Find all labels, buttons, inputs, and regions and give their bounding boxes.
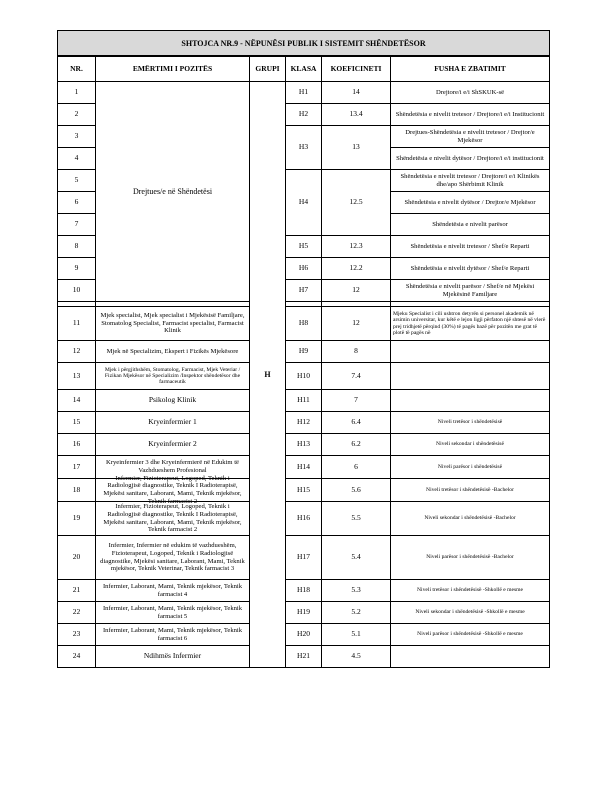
scope-cell: Niveli sekondar i shëndetësisë -Bachelor bbox=[391, 502, 550, 536]
row-nr: 6 bbox=[58, 192, 96, 214]
scope-cell bbox=[391, 646, 550, 668]
class-cell: H19 bbox=[286, 602, 322, 624]
scope-cell: Niveli parësor i shëndetësisë bbox=[391, 456, 550, 479]
row-nr: 5 bbox=[58, 170, 96, 192]
class-cell: H6 bbox=[286, 258, 322, 280]
coefficient-cell: 6 bbox=[322, 456, 391, 479]
row-nr: 17 bbox=[58, 456, 96, 479]
appendix-table-page bbox=[57, 30, 550, 668]
row-nr: 11 bbox=[58, 307, 96, 341]
coefficient-cell: 8 bbox=[322, 341, 391, 363]
class-cell: H16 bbox=[286, 502, 322, 536]
coefficient-cell: 5.1 bbox=[322, 624, 391, 646]
row-nr: 14 bbox=[58, 390, 96, 412]
scope-cell: Shëndetësia e nivelit tretesor / Drejtore/i e/i Klinikës dhe/apo Shërbimit Klinik bbox=[391, 170, 550, 192]
scope-cell: Drejtore/i e/i ShSKUK-së bbox=[391, 82, 550, 104]
position-cell: Infermier, Laborant, Mami, Teknik mjekësor, Teknik farmacist 6 bbox=[96, 624, 250, 646]
class-cell: H9 bbox=[286, 341, 322, 363]
row-nr: 18 bbox=[58, 479, 96, 502]
position-cell: Kryeinfermier 1 bbox=[96, 412, 250, 434]
class-cell: H8 bbox=[286, 307, 322, 341]
class-cell: H3 bbox=[286, 126, 322, 170]
position-cell: Infermier, Fizioterapeut, Logoped, Teknik i Radiologjisë diagnostike, Teknik I Radioterapisë, Mjekësi sanitare, Laborant, Mami, Teknik mjekësor, Teknik farmacist 2 bbox=[96, 502, 250, 536]
scope-cell: Shëndetësia e nivelit parësor bbox=[391, 214, 550, 236]
header-nr: NR. bbox=[58, 57, 96, 82]
row-nr: 13 bbox=[58, 363, 96, 390]
coefficient-cell: 5.5 bbox=[322, 502, 391, 536]
position-cell: Infermier, Fizioterapeut, Logoped, Teknik i Radiologjisë diagnostike, Teknik I Radioterapisë, Mjekësi sanitare, Laborant, Mami, Teknik mjekësor, Teknik farmacist 2 bbox=[96, 479, 250, 502]
scope-cell: Drejtues-Shëndetësia e nivelit tretesor / Drejtor/e Mjekësor bbox=[391, 126, 550, 148]
row-nr: 3 bbox=[58, 126, 96, 148]
scope-cell: Shëndetësia e nivelit dytësor / Shef/e Reparti bbox=[391, 258, 550, 280]
scope-cell: Shëndetësia e nivelit tretesor / Drejtore/i e/i Institucionit bbox=[391, 104, 550, 126]
coefficient-cell: 6.4 bbox=[322, 412, 391, 434]
row-nr: 21 bbox=[58, 580, 96, 602]
scope-cell bbox=[391, 341, 550, 363]
coefficient-cell: 5.3 bbox=[322, 580, 391, 602]
coefficient-cell: 12.5 bbox=[322, 170, 391, 236]
coefficient-cell: 14 bbox=[322, 82, 391, 104]
scope-cell: Niveli sekondar i shëndetësisë bbox=[391, 434, 550, 456]
row-nr: 9 bbox=[58, 258, 96, 280]
position-cell: Ndihmës Infermier bbox=[96, 646, 250, 668]
row-nr: 19 bbox=[58, 502, 96, 536]
class-cell: H10 bbox=[286, 363, 322, 390]
header-coefficient: KOEFICINETI bbox=[322, 57, 391, 82]
position-cell: Infermier, Laborant, Mami, Teknik mjekësor, Teknik farmacist 5 bbox=[96, 602, 250, 624]
row-nr: 20 bbox=[58, 536, 96, 580]
coefficient-cell: 7.4 bbox=[322, 363, 391, 390]
position-cell: Infermier, Infermier në edukim të vazhdueshëm, Fizioterapeut, Logoped, Teknik i Radiologjisë diagnostike, Mjekësi sanitare, Laborant, Mami, Teknik mjekësor, Teknik Veterinar, Teknik farmacist 3 bbox=[96, 536, 250, 580]
position-cell: Kryeinfermier 2 bbox=[96, 434, 250, 456]
row-nr: 1 bbox=[58, 82, 96, 104]
class-cell: H11 bbox=[286, 390, 322, 412]
row-nr: 24 bbox=[58, 646, 96, 668]
group-cell: H bbox=[250, 82, 286, 668]
position-cell: Mjek i përgjithshëm, Stomatolog, Farmacist, Mjek Veteriar / Fizikan Mjekësor në Specializim /Inspektor shëndetësor dhe farmaceutik bbox=[96, 363, 250, 390]
coefficient-cell: 12 bbox=[322, 280, 391, 302]
row-nr: 10 bbox=[58, 280, 96, 302]
coefficient-cell: 5.2 bbox=[322, 602, 391, 624]
class-cell: H12 bbox=[286, 412, 322, 434]
scope-cell: Niveli parësor i shëndetësisë -Bachelor bbox=[391, 536, 550, 580]
table-title: SHTOJCA NR.9 - NËPUNËSI PUBLIK I SISTEMIT SHËNDETËSOR bbox=[57, 30, 550, 56]
header-class: KLASA bbox=[286, 57, 322, 82]
coefficient-cell: 12.2 bbox=[322, 258, 391, 280]
coefficient-cell: 6.2 bbox=[322, 434, 391, 456]
class-cell: H15 bbox=[286, 479, 322, 502]
position-cell: Psikolog Klinik bbox=[96, 390, 250, 412]
scope-cell: Shëndetësia e nivelit dytësor / Drejtor/e Mjekësor bbox=[391, 192, 550, 214]
position-cell: Mjek në Specializim, Ekspert i Fizikës Mjekësore bbox=[96, 341, 250, 363]
coefficient-cell: 4.5 bbox=[322, 646, 391, 668]
row-nr: 22 bbox=[58, 602, 96, 624]
row-nr: 16 bbox=[58, 434, 96, 456]
scope-cell: Mjeku Specialist i cili ushtron detyrën si personel akademik në arsimin universitar, kur këtë e lejon ligji përfaton një shtesë në vlerë prej tridhjetë përqind (30%) të pagës bazë për pozitën me grat të plotë të pagës në bbox=[391, 307, 550, 341]
row-nr: 7 bbox=[58, 214, 96, 236]
scope-cell: Shëndetësia e nivelit parësor / Shef/e në Mjekësi Mjekësinë Familjare bbox=[391, 280, 550, 302]
scope-cell bbox=[391, 363, 550, 390]
row-nr: 4 bbox=[58, 148, 96, 170]
scope-cell: Shëndetësia e nivelit tretesor / Shef/e Reparti bbox=[391, 236, 550, 258]
class-cell: H17 bbox=[286, 536, 322, 580]
position-cell: Kryeinfermier 3 dhe Kryeinfermierë në Edukim të Vazhdueshem Profesional bbox=[96, 456, 250, 479]
scope-cell: Niveli tretësor i shëndetësisë -Bachelor bbox=[391, 479, 550, 502]
class-cell: H18 bbox=[286, 580, 322, 602]
salary-table bbox=[57, 56, 550, 668]
class-cell: H1 bbox=[286, 82, 322, 104]
coefficient-cell: 5.6 bbox=[322, 479, 391, 502]
scope-cell: Niveli tretësor i shëndetësisë bbox=[391, 412, 550, 434]
coefficient-cell: 7 bbox=[322, 390, 391, 412]
scope-cell: Niveli parësor i shëndetësisë -Shkollë e mesme bbox=[391, 624, 550, 646]
class-cell: H2 bbox=[286, 104, 322, 126]
class-cell: H4 bbox=[286, 170, 322, 236]
class-cell: H14 bbox=[286, 456, 322, 479]
class-cell: H13 bbox=[286, 434, 322, 456]
row-nr: 12 bbox=[58, 341, 96, 363]
header-scope: FUSHA E ZBATIMIT bbox=[391, 57, 550, 82]
class-cell: H5 bbox=[286, 236, 322, 258]
coefficient-cell: 13.4 bbox=[322, 104, 391, 126]
coefficient-cell: 5.4 bbox=[322, 536, 391, 580]
row-nr: 15 bbox=[58, 412, 96, 434]
header-group: GRUPI bbox=[250, 57, 286, 82]
coefficient-cell: 12 bbox=[322, 307, 391, 341]
class-cell: H21 bbox=[286, 646, 322, 668]
header-position: EMËRTIMI I POZITËS bbox=[96, 57, 250, 82]
class-cell: H7 bbox=[286, 280, 322, 302]
position-director: Drejtues/e në Shëndetësi bbox=[96, 82, 250, 302]
coefficient-cell: 13 bbox=[322, 126, 391, 170]
row-nr: 8 bbox=[58, 236, 96, 258]
position-cell: Mjek specialist, Mjek specialist i Mjekësisë Familjare, Stomatolog Specialist, Farmacist specialist, Farmacist Klinik bbox=[96, 307, 250, 341]
scope-cell: Niveli tretësor i shëndetësisë -Shkollë e mesme bbox=[391, 580, 550, 602]
class-cell: H20 bbox=[286, 624, 322, 646]
coefficient-cell: 12.3 bbox=[322, 236, 391, 258]
scope-cell: Shëndetësia e nivelit dytësor / Drejtore/i e/i institucionit bbox=[391, 148, 550, 170]
row-nr: 23 bbox=[58, 624, 96, 646]
position-cell: Infermier, Laborant, Mami, Teknik mjekësor, Teknik farmacist 4 bbox=[96, 580, 250, 602]
scope-cell bbox=[391, 390, 550, 412]
scope-cell: Niveli sekondar i shëndetësisë -Shkollë e mesme bbox=[391, 602, 550, 624]
row-nr: 2 bbox=[58, 104, 96, 126]
